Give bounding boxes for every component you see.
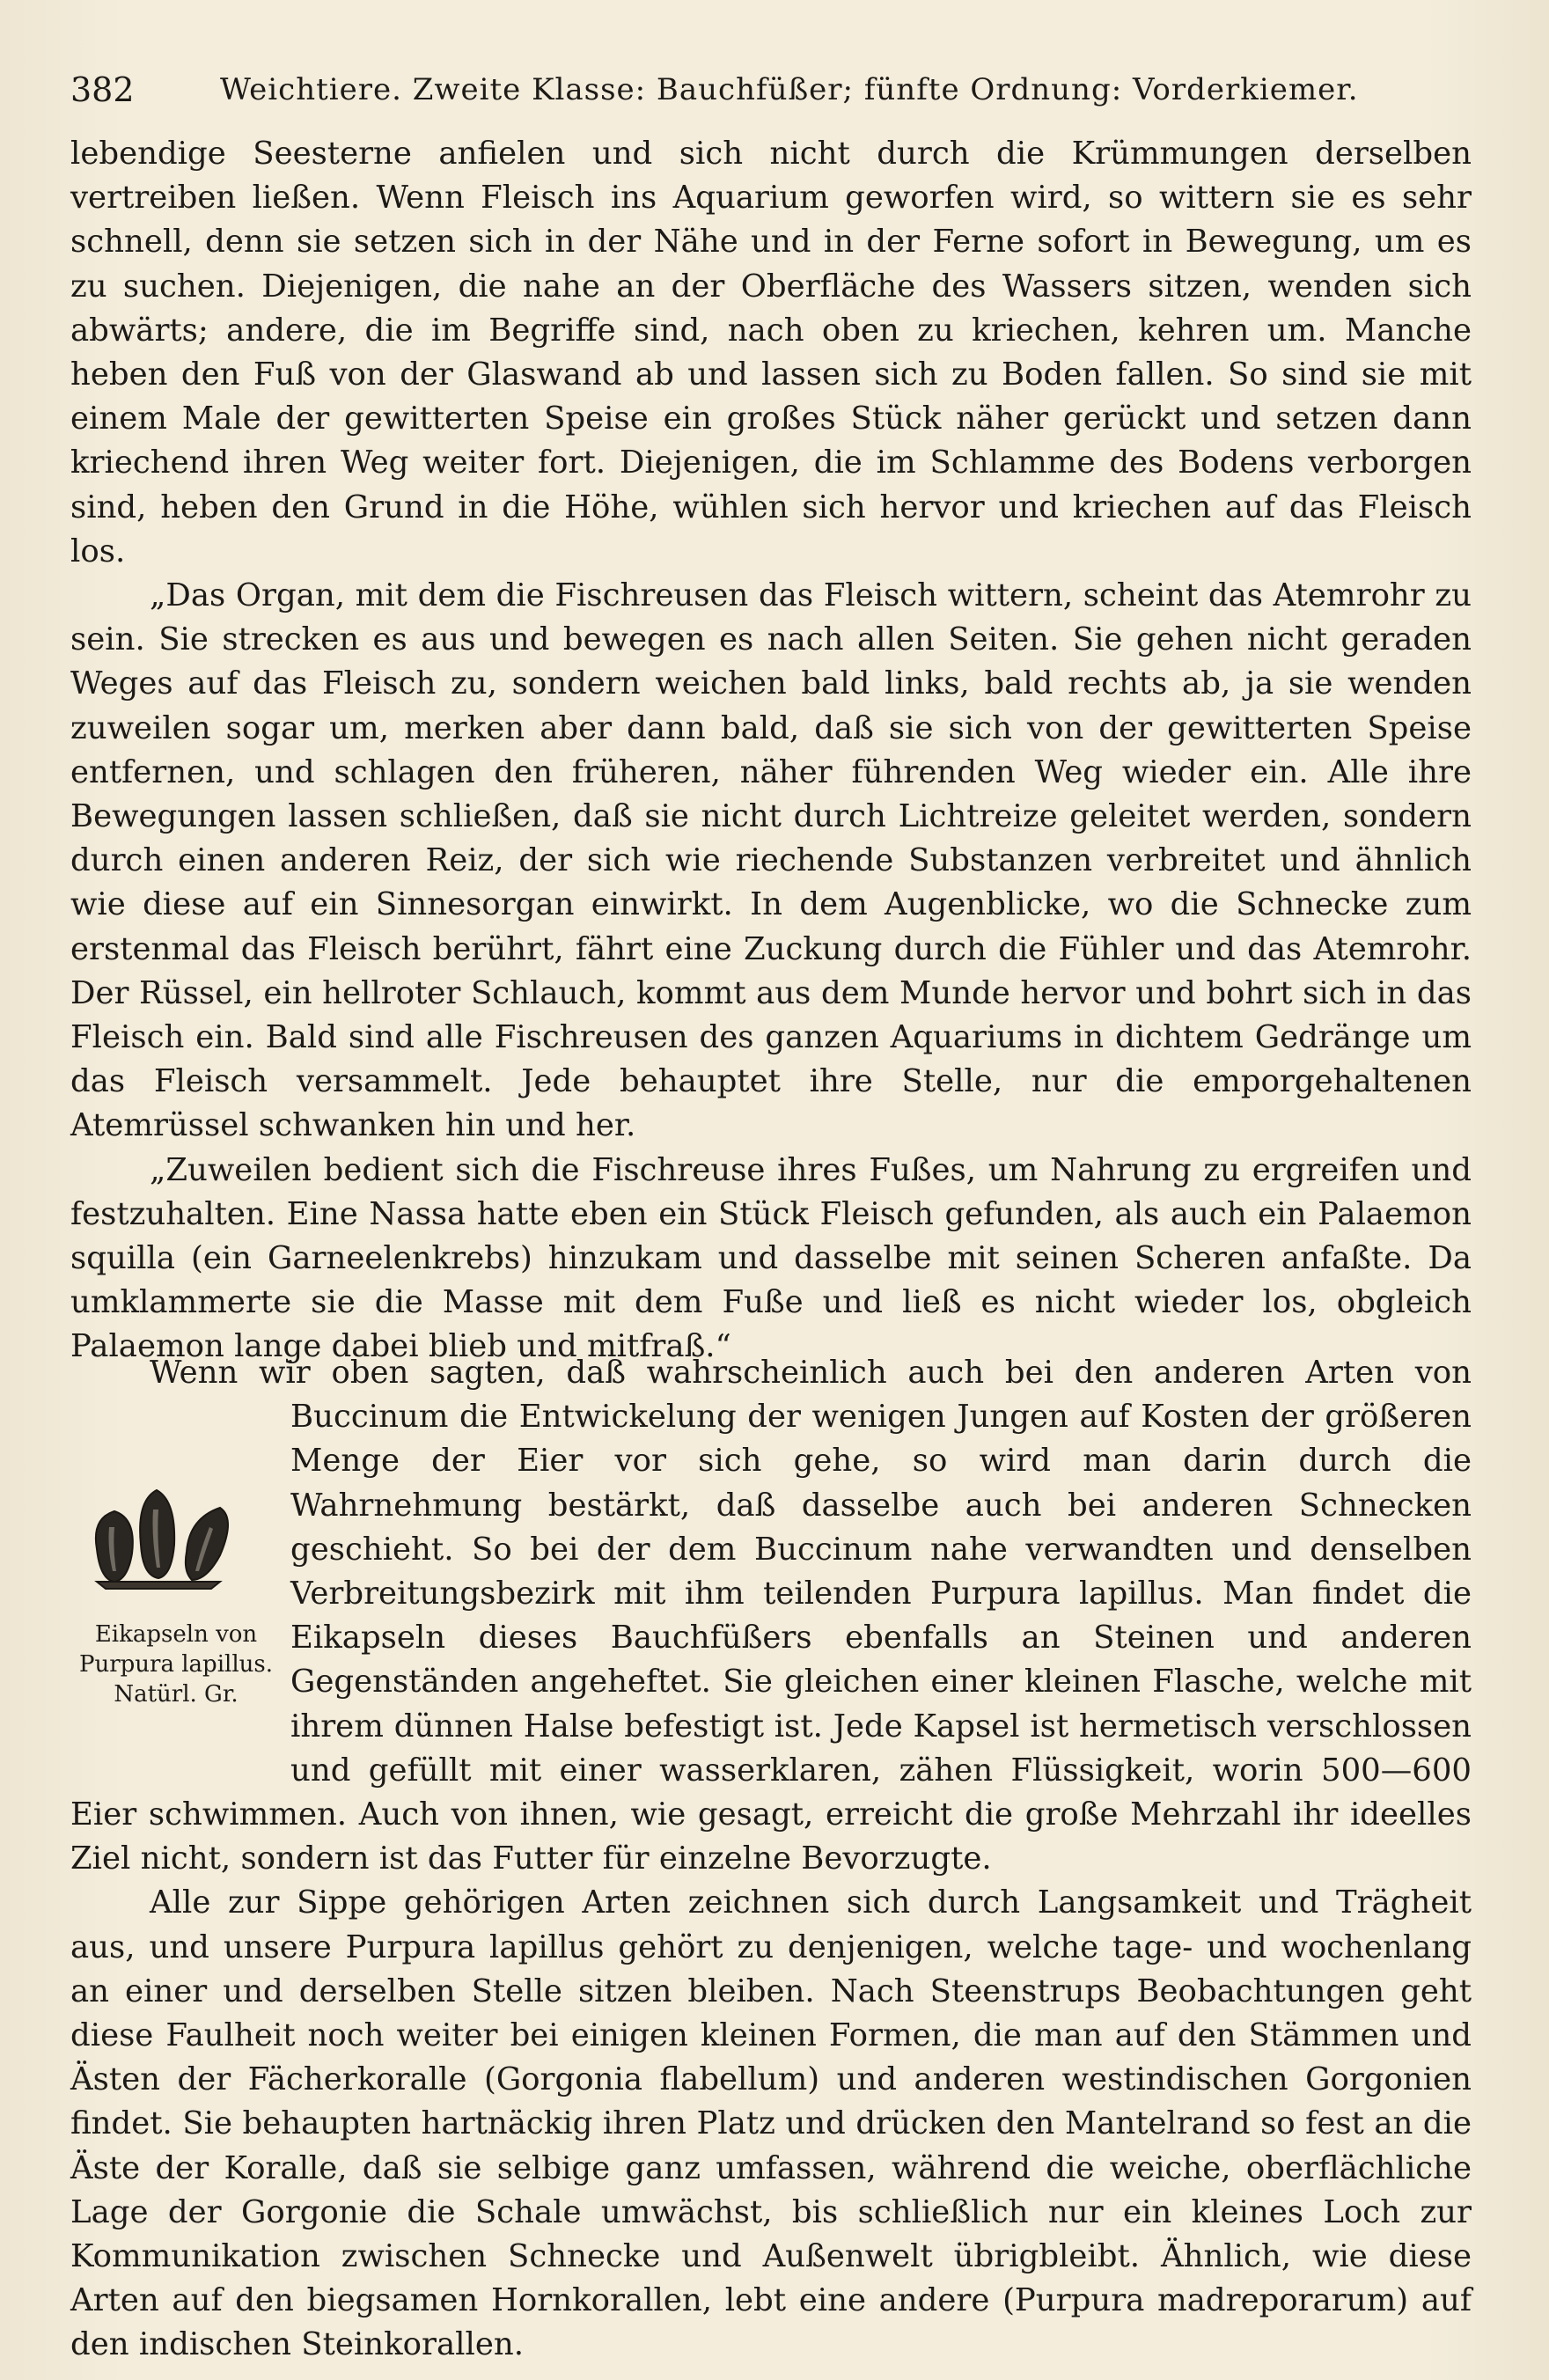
page-number: 382 — [70, 70, 135, 109]
figure-caption: Eikapseln von Purpura lapillus. Natürl. Gr. — [78, 1621, 273, 1708]
text-block-top — [70, 132, 1472, 1370]
paragraph: Alle zur Sippe gehörigen Arten zeichnen sich durch Langsamkeit und Trägheit aus, und unsere Purpura lapillus gehört zu denjenigen, welche tage- und wochenlang an einer und derselben Stelle sitzen bleiben. Nach Steenstrups Beobachtungen geht diese Faulheit noch weiter bei einigen kleinen Formen, die man auf den Stämmen und Ästen der Fächerkoralle (Gorgonia flabellum) und anderen westindischen Gorgonien findet. Sie behaupten hartnäckig ihren Platz und drücken den Mantelrand so fest an die Äste der Koralle, daß sie selbige ganz umfassen, während die weiche, oberflächliche Lage der Gorgonie die Schale umwächst, bis schließlich nur ein kleines Loch zur Kommunikation zwischen Schnecke und Außenwelt übrigbleibt. Ähnlich, wie diese Arten auf den biegsamen Hornkorallen, lebt eine andere (Purpura madreporarum) auf den indischen Steinkorallen. — [70, 1884, 1472, 2363]
figure — [70, 1483, 282, 1712]
purpura-egg-capsules-icon — [88, 1483, 264, 1606]
paragraph: Wenn wir oben sagten, daß wahrscheinlich auch bei den anderen Arten von Buccinum die Entwickelung der wenigen Jungen auf Kosten der größeren Menge der Eier vor sich gehe, so wird man darin durch die Wahrnehmung bestärkt, daß dasselbe auch bei anderen Schnecken geschieht. So bei der dem Buccinum nahe verwandten und denselben Verbreitungsbezirk mit ihm teilenden Purpura lapillus. Man findet die Eikapseln dieses Bauchfüßers ebenfalls an Steinen und anderen Gegenständen angeheftet. Sie gleichen einer kleinen Flasche, welche mit ihrem dünnen Halse befestigt ist. Jede Kapsel ist hermetisch verschlossen und gefüllt mit einer wasserklaren, zähen Flüssigkeit, worin 500—600 Eier schwimmen. Auch von ihnen, wie gesagt, erreicht die große Mehrzahl ihr ideelles Ziel nicht, sondern ist das Futter für einzelne Bevorzugte. — [70, 1355, 1472, 1877]
paragraph: „Zuweilen bedient sich die Fischreuse ihres Fußes, um Nahrung zu ergreifen und festzuhalten. Eine Nassa hatte eben ein Stück Fleisch gefunden, als auch ein Palaemon squilla (ein Garneelenkrebs) hinzukam und dasselbe mit seinen Scheren anfaßte. Da umklammerte sie die Masse mit dem Fuße und ließ es nicht wieder los, obgleich Palaemon lange dabei blieb und mitfraß.“ — [70, 1151, 1472, 1365]
paragraph: „Das Organ, mit dem die Fischreusen das Fleisch wittern, scheint das Atemrohr zu sein. Sie strecken es aus und bewegen es nach allen Seiten. Sie gehen nicht geraden Weges auf das Fleisch zu, sondern weichen bald links, bald rechts ab, ja sie wenden zuweilen sogar um, merken aber dann bald, daß sie sich von der gewitterten Speise entfernen, und schlagen den früheren, näher führenden Weg wieder ein. Alle ihre Bewegungen lassen schließen, daß sie nicht durch Lichtreize geleitet werden, sondern durch einen anderen Reiz, der sich wie riechende Substanzen verbreitet und ähnlich wie diese auf ein Sinnesorgan einwirkt. In dem Augenblicke, wo die Schnecke zum erstenmal das Fleisch berührt, fährt eine Zuckung durch die Fühler und das Atemrohr. Der Rüssel, ein hellroter Schlauch, kommt aus dem Munde hervor und bohrt sich in das Fleisch ein. Bald sind alle Fischreusen des ganzen Aquariums in dichtem Gedränge um das Fleisch versammelt. Jede behauptet ihre Stelle, nur die emporgehaltenen Atemrüssel schwanken hin und her. — [70, 577, 1472, 1144]
running-title: Weichtiere. Zweite Klasse: Bauchfüßer; fünfte Ordnung: Vorderkiemer. — [220, 72, 1359, 107]
page-header — [70, 63, 1470, 116]
paragraph: lebendige Seesterne anfielen und sich nicht durch die Krümmungen derselben vertreiben ließen. Wenn Fleisch ins Aquarium geworfen wird, so wittern sie es sehr schnell, denn sie setzen sich in der Nähe und in der Ferne sofort in Bewegung, um es zu suchen. Diejenigen, die nahe an der Oberfläche des Wassers sitzen, wenden sich abwärts; andere, die im Begriffe sind, nach oben zu kriechen, kehren um. Manche heben den Fuß von der Glaswand ab und lassen sich zu Boden fallen. So sind sie mit einem Male der gewitterten Speise ein großes Stück näher gerückt und setzen dann kriechend ihren Weg weiter fort. Diejenigen, die im Schlamme des Bodens verborgen sind, heben den Grund in die Höhe, wühlen sich hervor und kriechen auf das Fleisch los. — [70, 136, 1472, 569]
